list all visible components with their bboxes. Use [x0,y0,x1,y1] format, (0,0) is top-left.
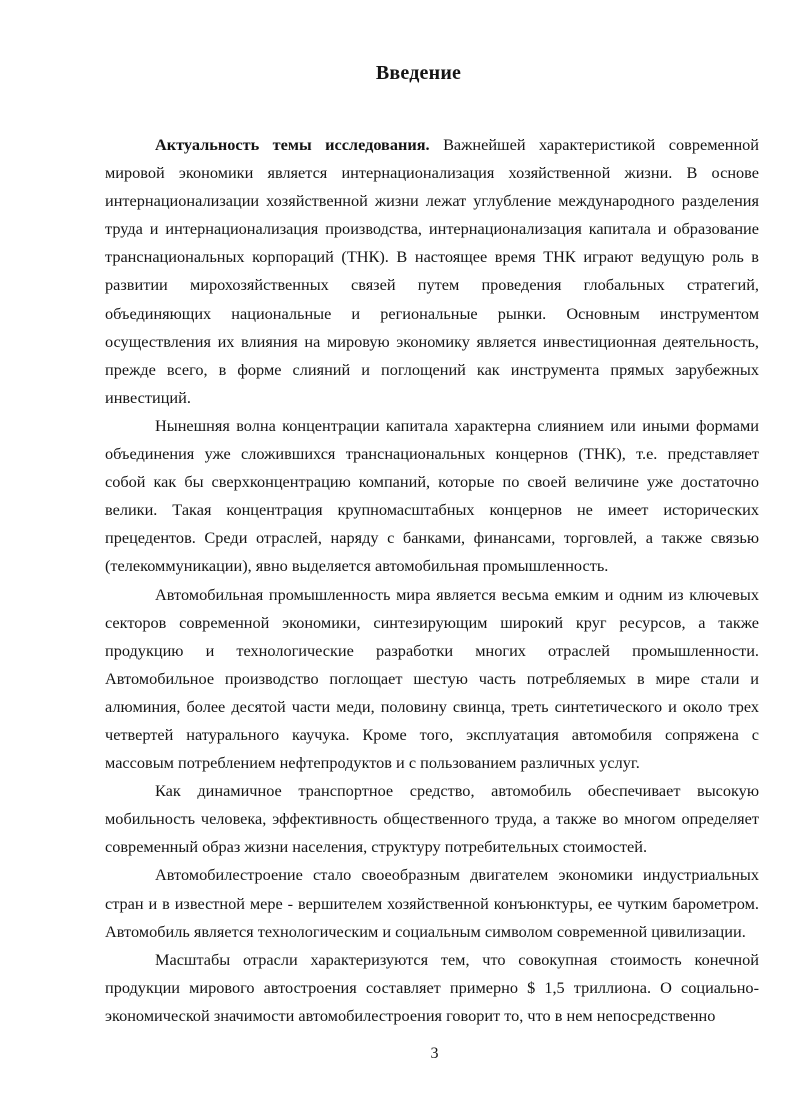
paragraph: Автомобилестроение стало своеобразным двигателем экономики индустриальных стран и в известной мере - вершителем хозяйственной конъюнктуры, ее чутким барометром. Автомобиль является технологическим и социальным символом современной цивилизации. [105,865,759,941]
paragraph: Как динамичное транспортное средство, автомобиль обеспечивает высокую мобильность человека, эффективность общественного труда, а также во многом определяет современный образ жизни населения, структуру потребительных стоимостей. [105,781,759,857]
paragraph: Автомобильная промышленность мира является весьма емким и одним из ключевых секторов современной экономики, синтезирующим широкий круг ресурсов, а также продукцию и технологические разработки многих отраслей промышленности. Автомобильное производство поглощает шестую часть потребляемых в мире стали и алюминия, более десятой части меди, половину свинца, треть синтетического и около трех четвертей натурального каучука. Кроме того, эксплуатация автомобиля сопряжена с массовым потреблением нефтепродуктов и с пользованием различных услуг. [105,584,759,773]
paragraph-text: Важнейшей характеристикой современной мировой экономики является интернационализация хозяйственной жизни. В основе интернационализации хозяйственной жизни лежат углубление международного разделения труда и интернационализация производства, интернационализация капитала и образование транснациональных корпораций (ТНК). В настоящее время ТНК играют ведущую роль в развитии мирохозяйственных связей путем проведения глобальных стратегий, объединяющих национальные и региональные рынки. Основным инструментом осуществления их влияния на мировую экономику является инвестиционная деятельность, прежде всего, в форме слияний и поглощений как инструмента прямых зарубежных инвестиций. [105,135,760,407]
body-text [105,131,759,1030]
paragraph-relevance [105,131,759,412]
paragraph-lead: Актуальность темы исследования. [155,135,430,154]
paragraph: Масштабы отрасли характеризуются тем, что совокупная стоимость конечной продукции мирового автостроения составляет примерно $ 1,5 триллиона. О социально-экономической значимости автомобилестроения говорит то, что в нем непосредственно [105,949,759,1025]
page-number: 3 [430,1045,439,1062]
paragraph: Нынешняя волна концентрации капитала характерна слиянием или иными формами объединения уже сложившихся транснациональных концернов (ТНК), т.е. представляет собой как бы сверхконцентрацию компаний, которые по своей величине уже достаточно велики. Такая концентрация крупномасштабных концернов не имеет исторических прецедентов. Среди отраслей, наряду с банками, финансами, торговлей, а также связью (телекоммуникации), явно выделяется автомобильная промышленность. [105,415,759,576]
page-title: Введение [375,62,462,84]
